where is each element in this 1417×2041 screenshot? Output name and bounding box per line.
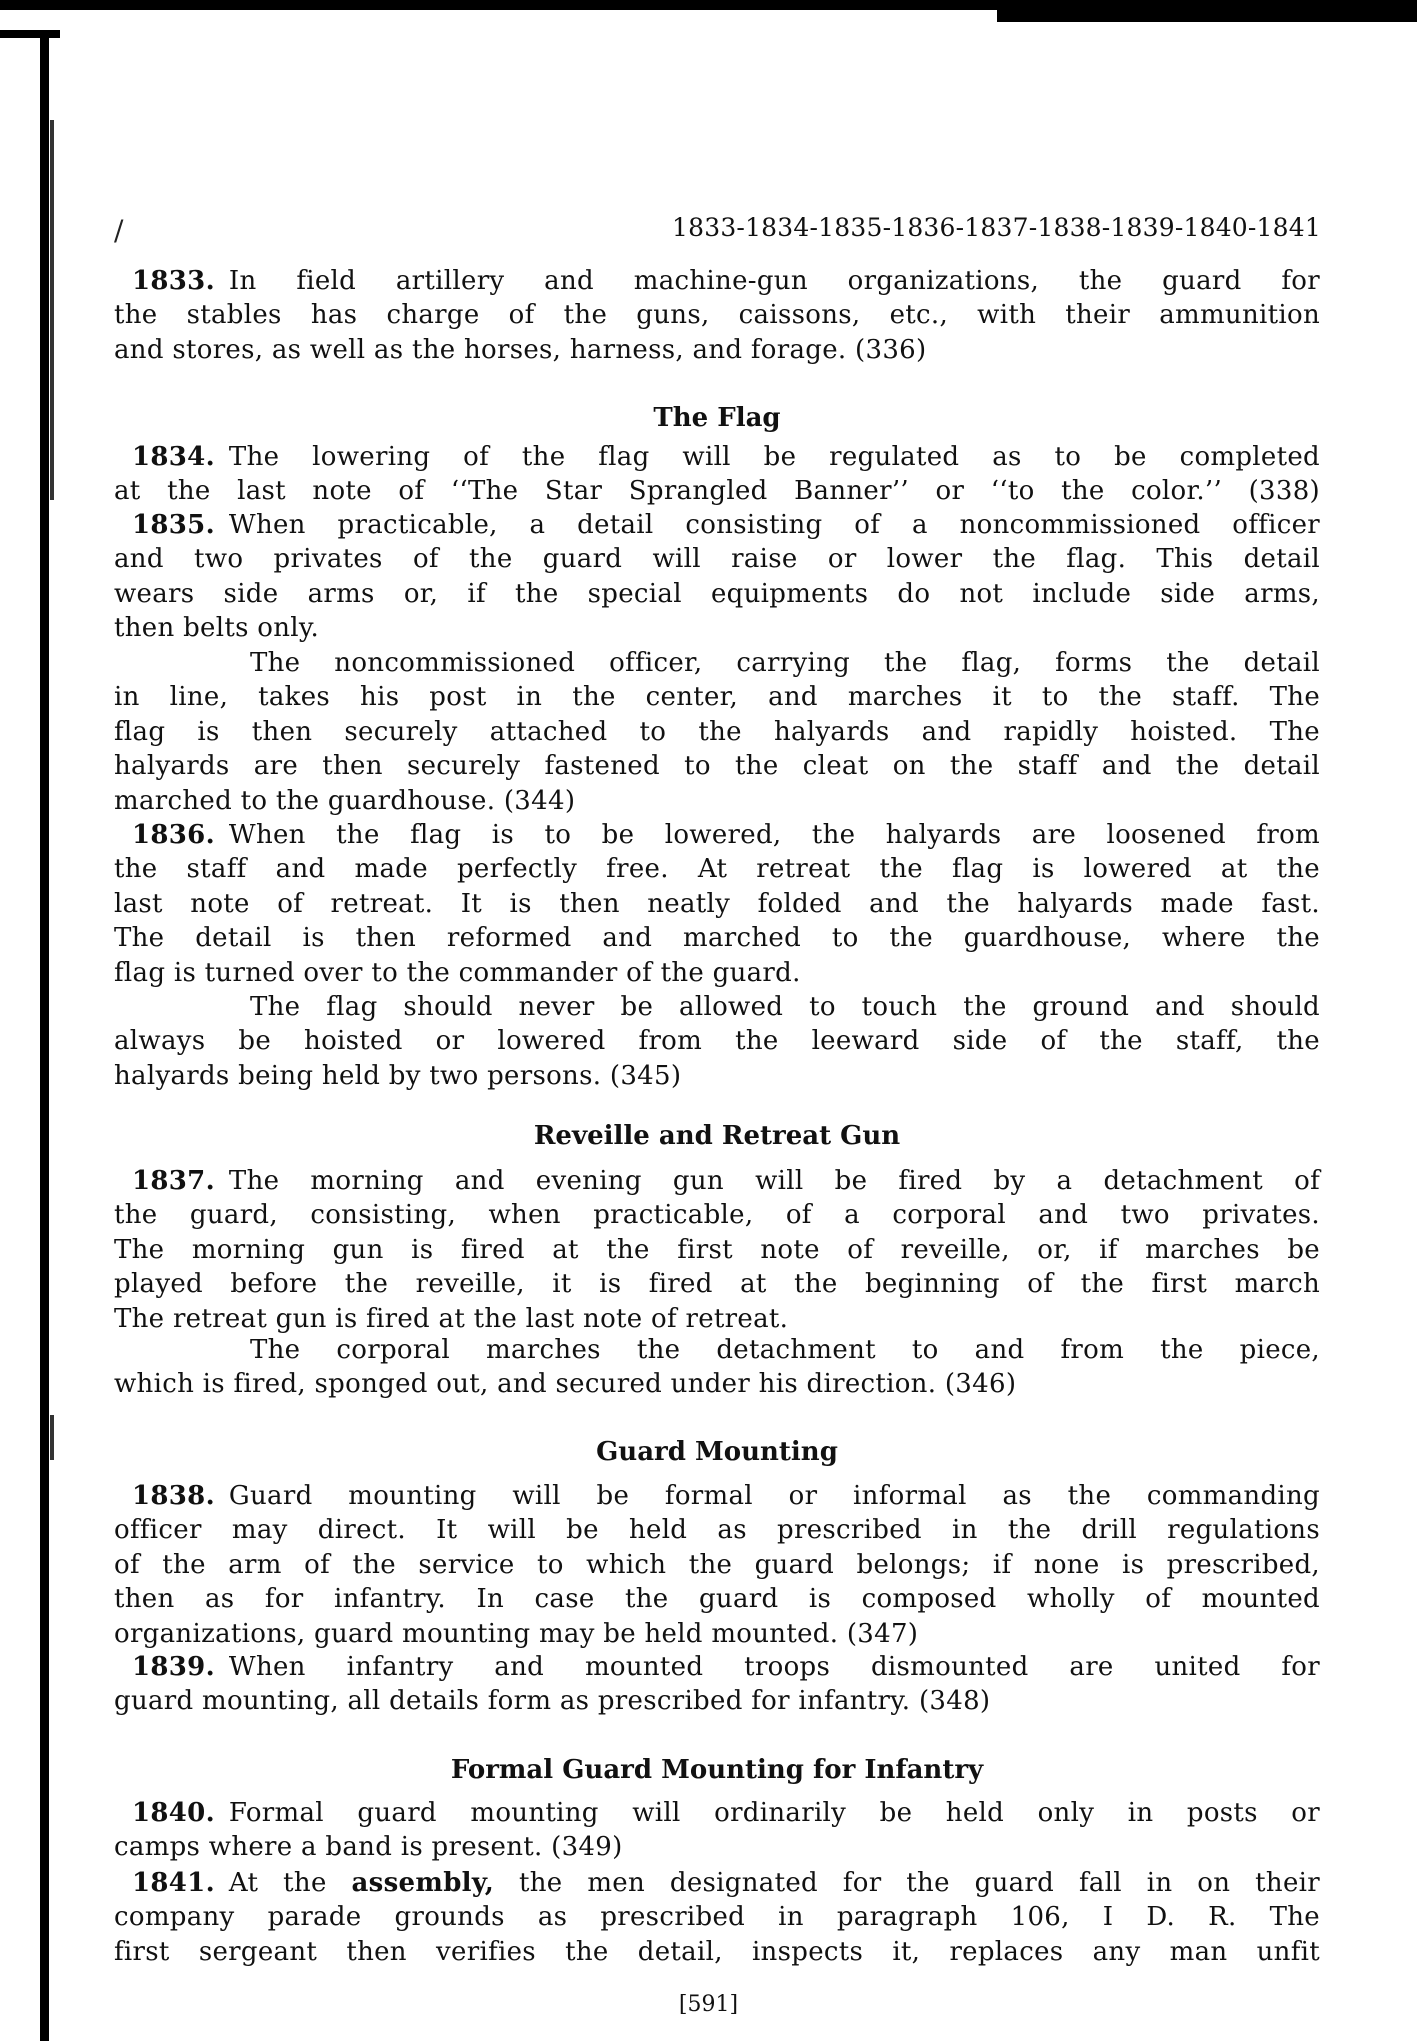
text-line: company parade grounds as prescribed in paragraph 106, I D. R. The <box>114 1902 1320 1933</box>
emphasis-assembly: assembly, <box>351 1868 495 1898</box>
section-heading-reveille: Reveille and Retreat Gun <box>533 1121 901 1151</box>
text-line: in line, takes his post in the center, and marches it to the staff. The <box>114 682 1320 713</box>
text-line: When the flag is to be lowered, the halyards are loosened from <box>228 820 1320 850</box>
text-segment: At the <box>228 1868 352 1898</box>
text-line: at the last note of ‘‘The Star Sprangled Banner’’ or ‘‘to the color.’’ (338) <box>114 476 1320 507</box>
text-line: which is fired, sponged out, and secured under his direction. (346) <box>114 1369 1017 1400</box>
text-line: flag is then securely attached to the halyards and rapidly hoisted. The <box>114 716 1320 747</box>
text-line: always be hoisted or lowered from the leeward side of the staff, the <box>114 1026 1320 1057</box>
paragraph-number: 1838. <box>132 1481 215 1511</box>
paragraph-number: 1840. <box>132 1798 215 1828</box>
paragraph-1837 <box>114 1164 1320 1336</box>
paragraph-1834 <box>114 440 1320 509</box>
text-line: The retreat gun is fired at the last note of retreat. <box>114 1303 789 1334</box>
text-line: and stores, as well as the horses, harness, and forage. (336) <box>114 334 927 365</box>
text-line: marched to the guardhouse. (344) <box>114 785 576 816</box>
text-line: guard mounting, all details form as prescribed for infantry. (348) <box>114 1686 991 1717</box>
paragraph-number: 1836. <box>132 820 215 850</box>
text-line: played before the reveille, it is fired at the beginning of the first march <box>114 1269 1320 1300</box>
page-number: [591] <box>678 1992 739 2017</box>
paragraph-number: 1837. <box>132 1166 215 1196</box>
paragraph-1836-continued <box>114 990 1320 1093</box>
text-line: The detail is then reformed and marched to the guardhouse, where the <box>114 923 1320 954</box>
text-line: organizations, guard mounting may be held mounted. (347) <box>114 1618 919 1649</box>
paragraph-1840 <box>114 1796 1320 1865</box>
text-line: When practicable, a detail consisting of a noncommissioned officer <box>228 510 1320 540</box>
scan-border-left <box>40 30 49 2041</box>
paragraph-1839 <box>114 1650 1320 1719</box>
paragraph-1833 <box>114 264 1320 367</box>
text-line: Guard mounting will be formal or informal as the commanding <box>228 1481 1320 1511</box>
section-heading-flag: The Flag <box>653 403 781 433</box>
text-line: of the arm of the service to which the guard belongs; if none is prescribed, <box>114 1549 1320 1580</box>
paragraph-number: 1839. <box>132 1652 215 1682</box>
text-line: The lowering of the flag will be regulated as to be completed <box>228 442 1320 472</box>
paragraph-1837-continued <box>114 1333 1320 1402</box>
text-line: The morning gun is fired at the first note of reveille, or, if marches be <box>114 1234 1320 1265</box>
paragraph-1835 <box>114 508 1320 646</box>
text-line: Formal guard mounting will ordinarily be held only in posts or <box>228 1798 1320 1828</box>
paragraph-1836 <box>114 818 1320 990</box>
text-line: then as for infantry. In case the guard is composed wholly of mounted <box>114 1584 1320 1615</box>
text-line: the guard, consisting, when practicable, of a corporal and two privates. <box>114 1200 1320 1231</box>
text-line: then belts only. <box>114 613 320 644</box>
scan-artifact <box>50 120 54 500</box>
text-line: The corporal marches the detachment to and from the piece, <box>250 1335 1320 1365</box>
section-heading-formal-guard-mounting: Formal Guard Mounting for Infantry <box>450 1755 984 1785</box>
text-line: In field artillery and machine-gun organizations, the guard for <box>228 266 1320 296</box>
scan-border-corner <box>0 30 60 38</box>
paragraph-1838 <box>114 1479 1320 1651</box>
paragraph-number: 1834. <box>132 442 215 472</box>
text-line: The flag should never be allowed to touch the ground and should <box>250 992 1320 1022</box>
section-heading-guard-mounting: Guard Mounting <box>596 1437 838 1467</box>
text-line: wears side arms or, if the special equipments do not include side arms, <box>114 578 1320 609</box>
paragraph-1835-continued <box>114 646 1320 818</box>
running-header: 1833-1834-1835-1836-1837-1838-1839-1840-1841 <box>672 213 1321 242</box>
text-line: the stables has charge of the guns, caissons, etc., with their ammunition <box>114 300 1320 331</box>
paragraph-number: 1833. <box>132 266 215 296</box>
paragraph-number: 1835. <box>132 510 215 540</box>
text-line: halyards are then securely fastened to the cleat on the staff and the detail <box>114 751 1320 782</box>
margin-mark: / <box>114 214 124 247</box>
scan-border-top-right <box>997 0 1417 22</box>
scan-artifact <box>50 1415 54 1460</box>
text-line: officer may direct. It will be held as prescribed in the drill regulations <box>114 1515 1320 1546</box>
text-line: the staff and made perfectly free. At retreat the flag is lowered at the <box>114 854 1320 885</box>
text-line: The noncommissioned officer, carrying the flag, forms the detail <box>250 648 1320 678</box>
text-line: The morning and evening gun will be fired by a detachment of <box>228 1166 1320 1196</box>
text-segment: the men designated for the guard fall in on their <box>494 1868 1320 1898</box>
text-line: and two privates of the guard will raise or lower the flag. This detail <box>114 544 1320 575</box>
text-line: halyards being held by two persons. (345) <box>114 1060 682 1091</box>
text-line: flag is turned over to the commander of the guard. <box>114 957 801 988</box>
paragraph-1841 <box>114 1866 1320 1969</box>
text-line: When infantry and mounted troops dismounted are united for <box>228 1652 1320 1682</box>
text-line: last note of retreat. It is then neatly folded and the halyards made fast. <box>114 888 1320 919</box>
text-line: first sergeant then verifies the detail, inspects it, replaces any man unfit <box>114 1936 1320 1967</box>
paragraph-number: 1841. <box>132 1868 215 1898</box>
text-line: camps where a band is present. (349) <box>114 1832 623 1863</box>
